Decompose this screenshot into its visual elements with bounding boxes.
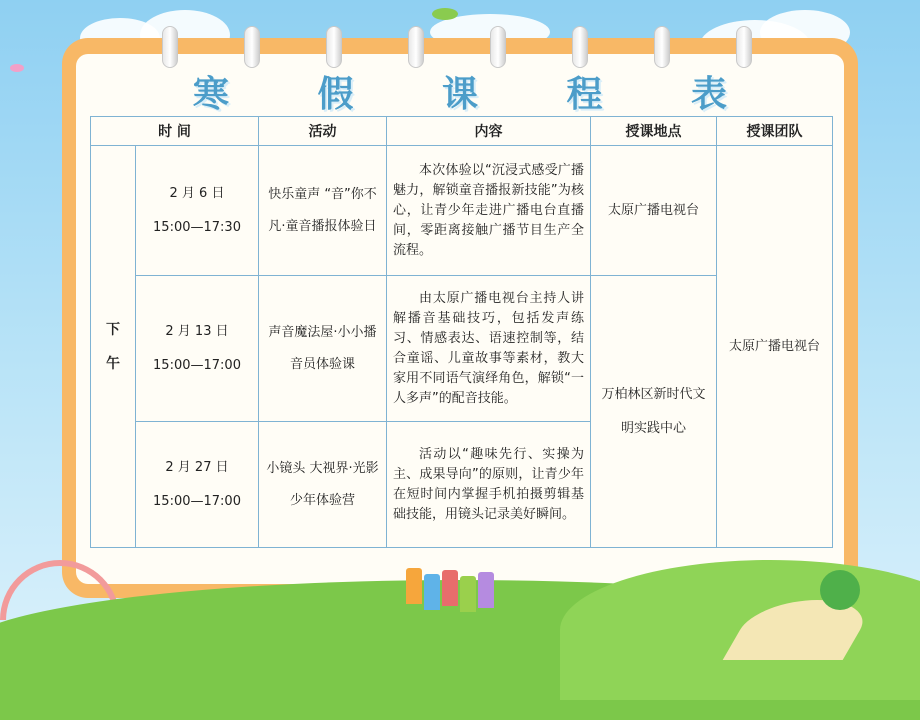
pencil-icon — [442, 570, 458, 606]
binder-ring — [326, 26, 342, 68]
header-activity: 活动 — [259, 117, 387, 146]
header-time: 时 间 — [91, 117, 259, 146]
schedule-table — [90, 116, 833, 548]
date-text: 2 月 6 日 — [169, 185, 225, 201]
content-cell: 活动以“趣味先行、实操为主、成果导向”的原则，让青少年在短时间内掌握手机拍摄剪辑基础技能，用镜头记录美好瞬间。 — [387, 422, 591, 548]
content-cell: 由太原广播电视台主持人讲解播音基础技巧，包括发声练习、情感表达、语速控制等，结合童谣、儿童故事等素材，教大家用不同语气演绎角色，解锁“一人多声”的配音技能。 — [387, 276, 591, 422]
location-cell: 太原广播电视台 — [591, 146, 717, 276]
table-row — [91, 146, 833, 276]
pencil-icon — [406, 568, 422, 604]
binder-ring — [490, 26, 506, 68]
activity-cell: 小镜头 大视界·光影少年体验营 — [259, 422, 387, 548]
time-text: 15:00—17:30 — [153, 219, 241, 235]
binder-ring — [736, 26, 752, 68]
date-text: 2 月 27 日 — [165, 459, 229, 475]
activity-cell: 快乐童声 “音”你不凡·童音播报体验日 — [259, 146, 387, 276]
date-time-cell — [136, 422, 259, 548]
page-title: 寒 假 课 程 表 — [192, 74, 766, 115]
time-text: 15:00—17:00 — [153, 357, 241, 373]
time-text: 15:00—17:00 — [153, 493, 241, 509]
binder-ring — [654, 26, 670, 68]
pencil-icon — [424, 574, 440, 610]
activity-cell: 声音魔法屋·小小播音员体验课 — [259, 276, 387, 422]
binder-ring — [572, 26, 588, 68]
binder-ring — [244, 26, 260, 68]
date-time-cell — [136, 276, 259, 422]
leaf-decoration — [432, 8, 458, 20]
date-text: 2 月 13 日 — [165, 323, 229, 339]
header-team: 授课团队 — [717, 117, 833, 146]
team-cell: 太原广播电视台 — [717, 146, 833, 548]
pencil-icon — [460, 576, 476, 612]
content-cell: 本次体验以“沉浸式感受广播魅力，解锁童音播报新技能”为核心，让青少年走进广播电台直播间，零距离接触广播节目生产全流程。 — [387, 146, 591, 276]
binder-ring — [408, 26, 424, 68]
header-content: 内容 — [387, 117, 591, 146]
period-label: 下 午 — [106, 321, 120, 372]
table-header-row — [91, 117, 833, 146]
location-cell: 万柏林区新时代文明实践中心 — [591, 276, 717, 548]
period-cell — [91, 146, 136, 548]
binder-ring — [162, 26, 178, 68]
header-location: 授课地点 — [591, 117, 717, 146]
tree-decoration — [820, 570, 860, 610]
pencil-icon — [478, 572, 494, 608]
date-time-cell — [136, 146, 259, 276]
